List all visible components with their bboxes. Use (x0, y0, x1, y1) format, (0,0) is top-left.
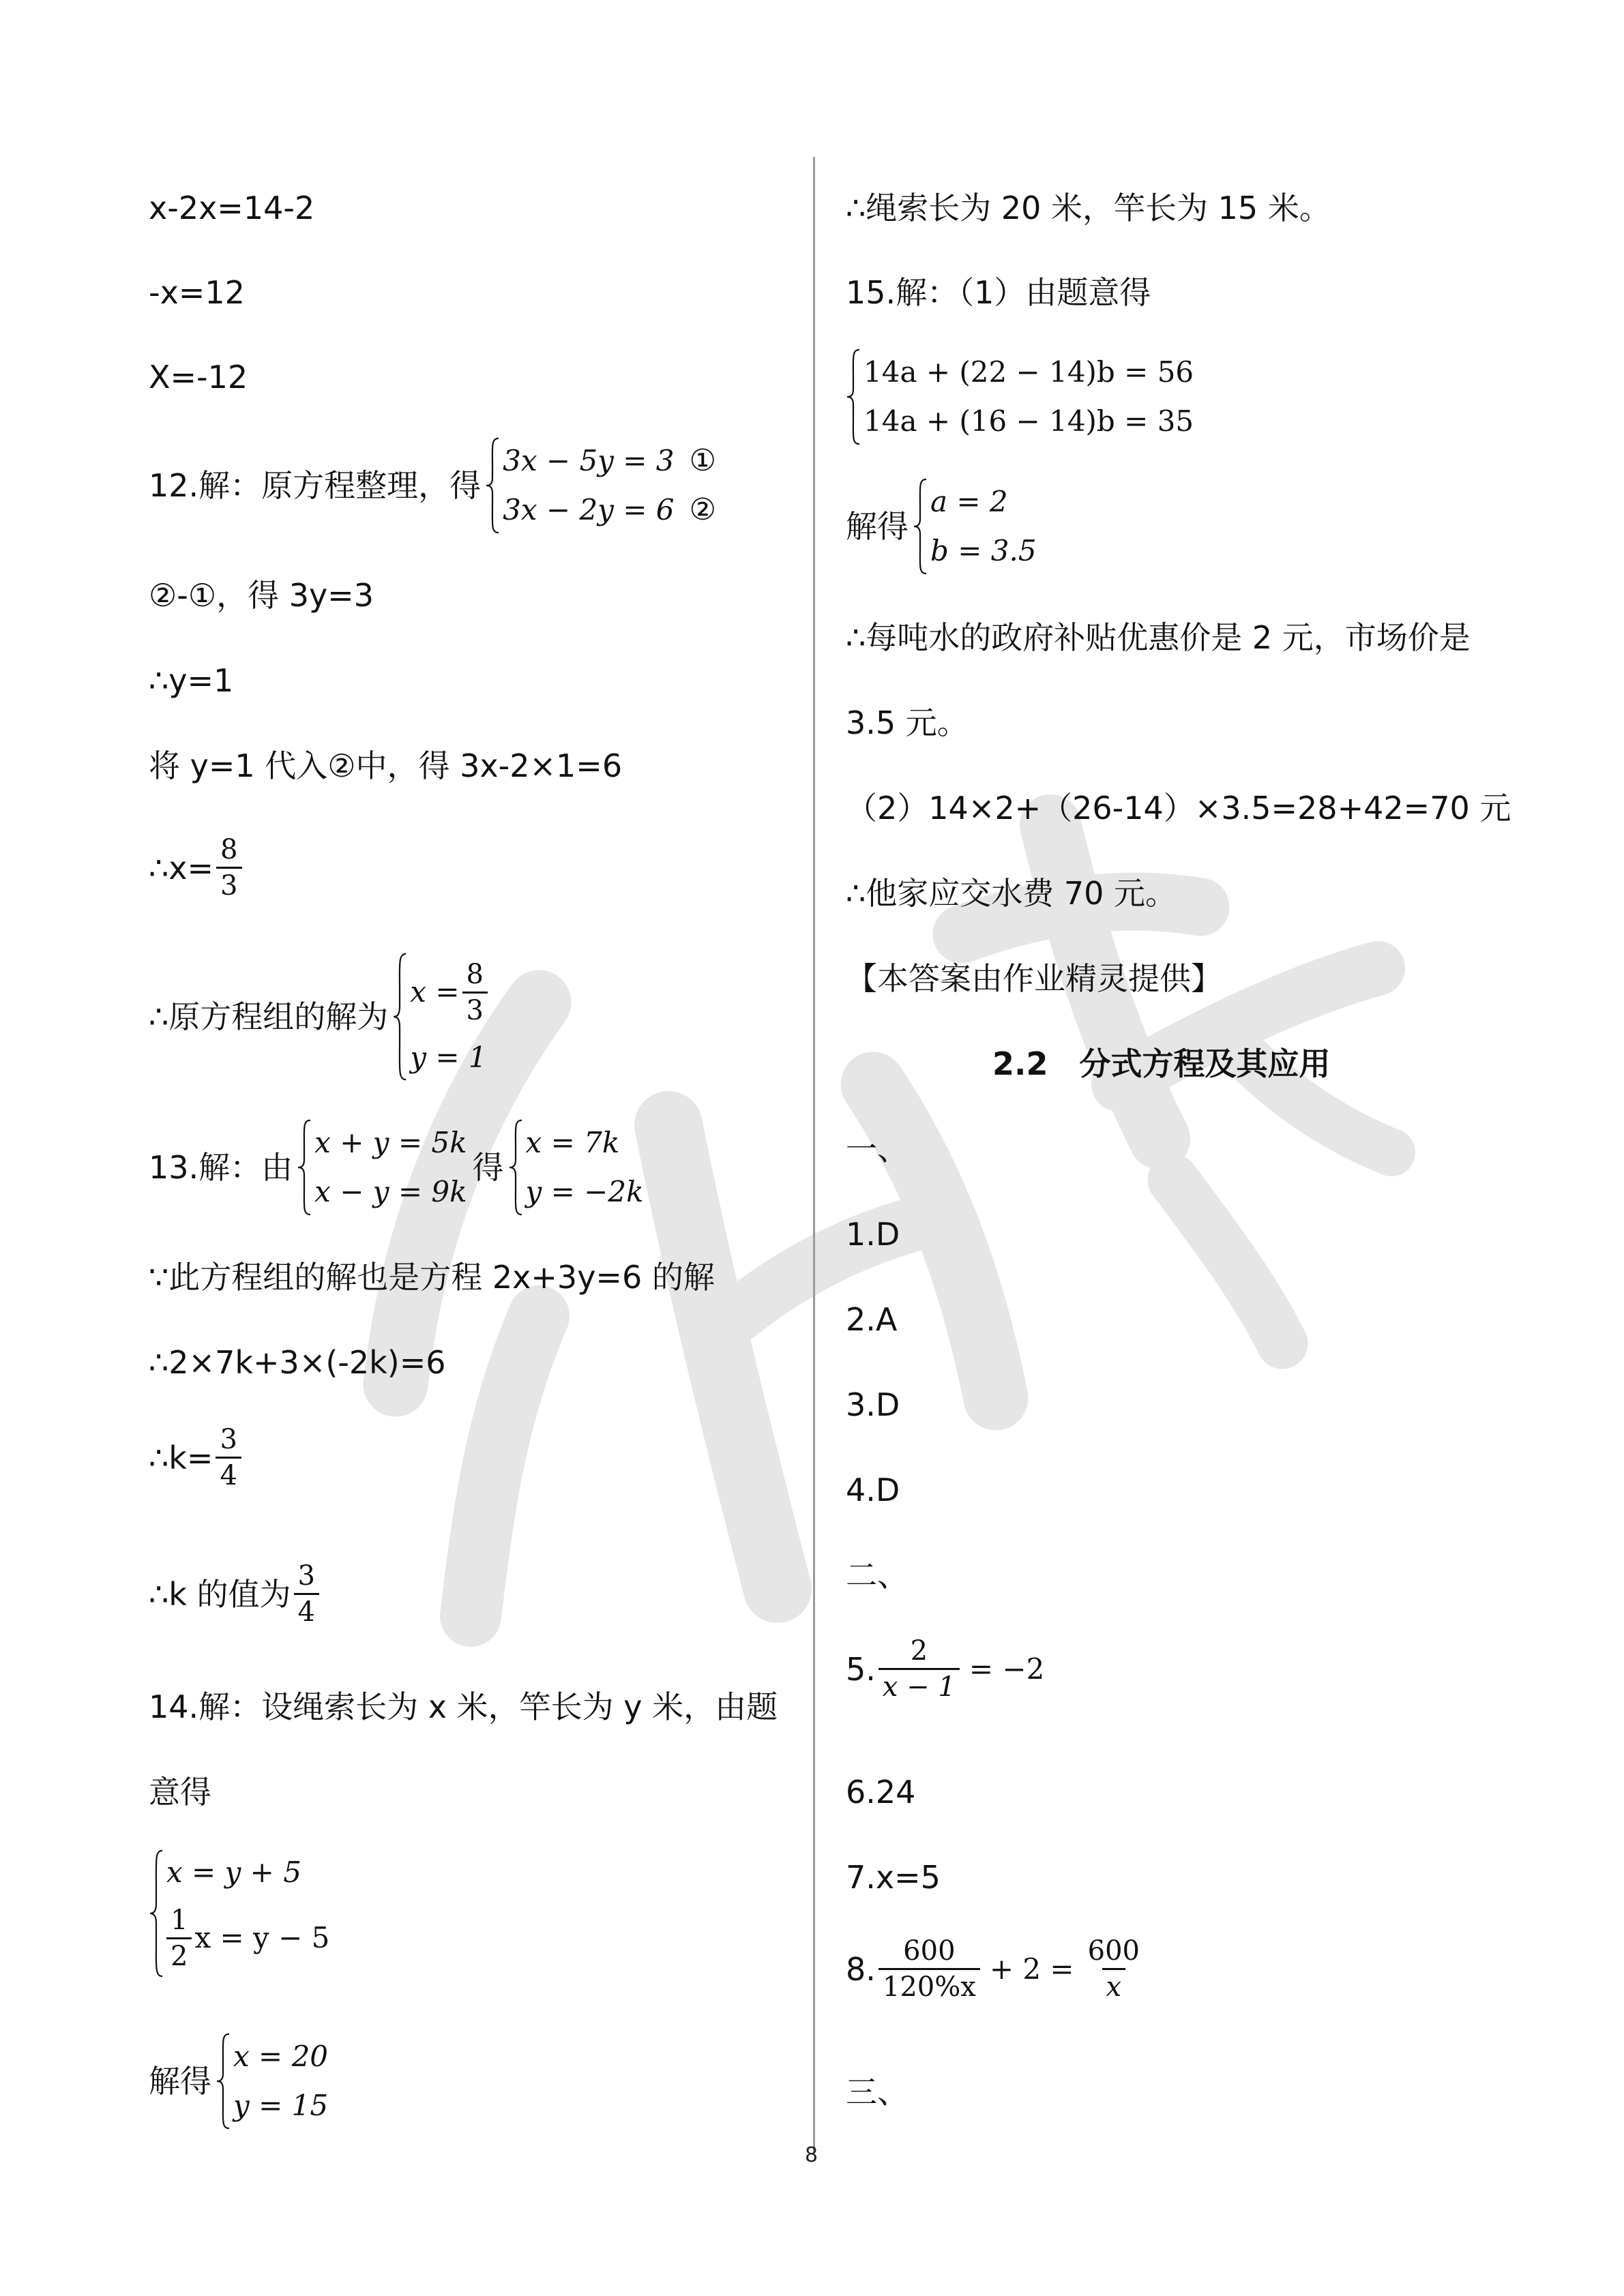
left-brace-icon (297, 1118, 312, 1217)
q12-eq2: 3x − 2y = 6 (503, 493, 675, 526)
answer-2: 2.A (846, 1301, 898, 1338)
left-brace-icon (149, 1848, 164, 1979)
fraction-numerator: 2 (910, 1635, 928, 1667)
fraction-8-3 (462, 960, 488, 1025)
q12-eq1: 3x − 5y = 3 (503, 444, 675, 477)
q15-equation-system (846, 348, 1194, 446)
answer-8-prefix: 8. (846, 1950, 876, 1988)
fraction-8-3 (216, 835, 241, 900)
line-subtract: ②-①，得 3y=3 (149, 577, 374, 614)
fraction-numerator: 3 (220, 1424, 237, 1455)
fraction-numerator: 1 (171, 1904, 188, 1936)
section-two: 二、 (846, 1557, 909, 1594)
q13-label: 13.解：由 (149, 1149, 293, 1186)
q15-sol1: a = 2 (930, 485, 1008, 518)
q12-eq1-mark: ① (689, 443, 716, 478)
fraction-3-4 (294, 1562, 319, 1626)
q14-eq1: x = y + 5 (166, 1855, 301, 1889)
section-one: 一、 (846, 1131, 909, 1167)
q13-brace-system (297, 1118, 467, 1217)
q15-solution (846, 477, 1037, 576)
fraction-denominator: 4 (216, 1457, 241, 1490)
answer-7: 7.x=5 (846, 1859, 941, 1896)
q12-eq2-mark: ② (689, 492, 716, 527)
fraction-denominator: x − 1 (879, 1668, 960, 1701)
fraction-2-over-x-minus-1 (879, 1637, 960, 1701)
q13-sol1: x = 7k (525, 1126, 620, 1159)
q15-brace-system (846, 348, 1194, 446)
fraction-denominator: 120%x (879, 1968, 980, 2001)
fraction-3-4 (216, 1425, 241, 1490)
line-k-value (149, 1562, 322, 1626)
q14-equation-system (149, 1848, 329, 1979)
line-credit: 【本答案由作业精灵提供】 (846, 960, 1222, 997)
q14-solution (149, 2032, 328, 2130)
q15-solution-label: 解得 (846, 508, 909, 545)
fraction-numerator: 3 (297, 1560, 315, 1592)
left-brace-icon (392, 951, 407, 1082)
q14-solution-brace (216, 2032, 328, 2130)
q13-eq1: x + y = 5k (314, 1126, 467, 1159)
line-y-equals-1: ∴y=1 (149, 662, 234, 699)
left-brace-icon (846, 348, 861, 446)
q13-sol2: y = −2k (525, 1175, 644, 1208)
q12-label: 12.解：原方程整理，得 (149, 467, 482, 504)
fraction-600-over-x (1084, 1937, 1144, 2001)
fraction-numerator: 8 (466, 958, 484, 990)
solution-y-row: y = 1 (410, 1041, 487, 1074)
left-brace-icon (508, 1118, 523, 1217)
fraction-denominator: 3 (216, 867, 241, 900)
line-price-a: ∴每吨水的政府补贴优惠价是 2 元，市场价是 (846, 619, 1471, 656)
answer-5-prefix: 5. (846, 1650, 876, 1688)
line-x-fraction (149, 835, 245, 900)
answer-6: 6.24 (846, 1774, 916, 1810)
q14-sol1: x = 20 (233, 2040, 329, 2073)
fraction-denominator: 3 (462, 992, 488, 1025)
section-three: 三、 (846, 2074, 909, 2111)
q14-brace-system (149, 1848, 329, 1979)
line-same-solution: ∵此方程组的解也是方程 2x+3y=6 的解 (149, 1259, 715, 1296)
left-brace-icon (913, 477, 928, 576)
line-neg-x: -x=12 (149, 274, 245, 311)
answer-1: 1.D (846, 1216, 900, 1253)
line-part-2: （2）14×2+（26-14）×3.5=28+42=70 元 (846, 790, 1511, 826)
answer-8-mid: + 2 = (989, 1952, 1074, 1986)
x-fraction-prefix: ∴x= (149, 849, 214, 886)
q14-solution-label: 解得 (149, 2063, 211, 2100)
solution-x-lhs: x = (410, 975, 460, 1009)
answer-5 (846, 1637, 1044, 1701)
line-water-fee: ∴他家应交水费 70 元。 (846, 875, 1177, 912)
q15-sol2: b = 3.5 (930, 534, 1037, 567)
q15-intro: 15.解：（1）由题意得 (846, 274, 1151, 311)
fraction-numerator: 8 (220, 834, 238, 865)
answer-3: 3.D (846, 1386, 900, 1423)
column-divider (813, 157, 815, 2155)
line-k-fraction (149, 1425, 244, 1490)
q14-eq2-rest: x = y − 5 (194, 1921, 330, 1954)
original-solution-brace (392, 951, 490, 1082)
q12-brace-system (485, 436, 716, 535)
q14-line1: 14.解：设绳索长为 x 米，竿长为 y 米，由题 (149, 1688, 778, 1725)
k-value-prefix: ∴k 的值为 (149, 1575, 291, 1613)
q15-eq1: 14a + (22 − 14)b = 56 (863, 355, 1194, 389)
page-number: 8 (805, 2143, 818, 2167)
q13-equation-system (149, 1118, 644, 1217)
fraction-1-2 (166, 1906, 192, 1971)
q15-eq2: 14a + (16 − 14)b = 35 (863, 404, 1194, 438)
line-substitute: 将 y=1 代入②中，得 3x-2×1=6 (149, 747, 623, 784)
q12-equation-system (149, 436, 716, 535)
line-x-minus-2x: x-2x=14-2 (149, 190, 315, 226)
answer-5-rest: = −2 (969, 1652, 1045, 1686)
fraction-denominator: x (1102, 1968, 1126, 2001)
line-price-b: 3.5 元。 (846, 704, 969, 741)
k-fraction-prefix: ∴k= (149, 1439, 213, 1476)
section-heading: 2.2 分式方程及其应用 (992, 1045, 1331, 1082)
left-brace-icon (216, 2032, 231, 2130)
line-original-solution (149, 951, 490, 1082)
q13-mid: 得 (472, 1149, 504, 1186)
q13-eq2: x − y = 9k (314, 1175, 467, 1208)
original-solution-label: ∴原方程组的解为 (149, 998, 389, 1035)
answer-8 (846, 1937, 1147, 2001)
q14-sol2: y = 15 (233, 2089, 329, 2122)
fraction-denominator: 2 (166, 1937, 192, 1971)
fraction-numerator: 600 (903, 1935, 956, 1967)
fraction-600-over-120pct-x (879, 1937, 980, 2001)
left-brace-icon (485, 436, 500, 535)
line-rope-length: ∴绳索长为 20 米，竿长为 15 米。 (846, 190, 1331, 226)
fraction-denominator: 4 (294, 1593, 319, 1626)
q13-solution-brace (508, 1118, 644, 1217)
line-equation-k: ∴2×7k+3×(-2k)=6 (149, 1344, 446, 1381)
q15-solution-brace (913, 477, 1037, 576)
line-x-value: X=-12 (149, 359, 248, 396)
fraction-numerator: 600 (1087, 1935, 1140, 1967)
answer-4: 4.D (846, 1472, 900, 1508)
q14-line2: 意得 (149, 1774, 211, 1810)
